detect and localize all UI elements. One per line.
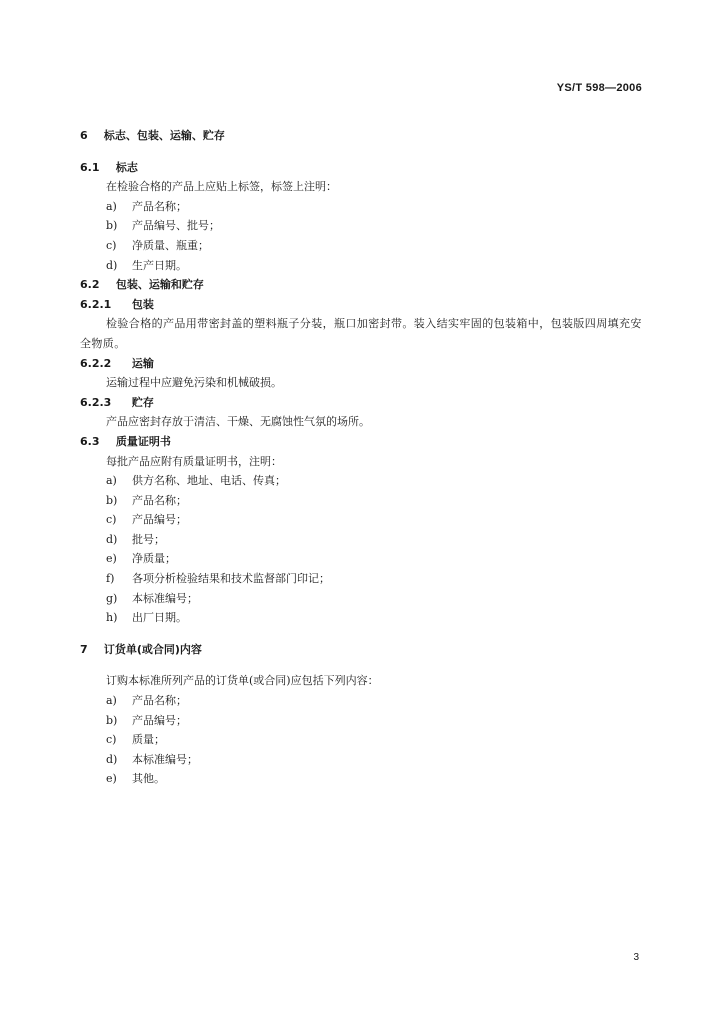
list-label: f) (106, 572, 115, 586)
list-text: 产品编号； (132, 513, 187, 527)
list-text: 供方名称、地址、电话、传真； (132, 474, 286, 488)
list-item (80, 691, 650, 711)
section-title: 包装、运输和贮存 (115, 278, 204, 292)
paragraph: 订购本标准所列产品的订货单(或合同)应包括下列内容： (106, 674, 379, 688)
list-text: 产品编号； (132, 713, 187, 727)
section-number: 6 (80, 129, 88, 142)
list-label: a) (106, 694, 117, 708)
section-title: 贮存 (131, 395, 154, 409)
list-text: 产品名称； (132, 493, 187, 507)
list-item (80, 730, 650, 750)
spacer (80, 628, 650, 640)
section-title: 质量证明书 (115, 434, 171, 448)
list-label: e) (106, 552, 117, 566)
list-item (80, 569, 650, 589)
list-text: 出厂日期。 (132, 611, 187, 625)
section-6-2-3-heading (80, 393, 650, 413)
list-label: c) (106, 513, 117, 527)
section-number: 7 (80, 642, 88, 656)
section-title: 订货单(或合同)内容 (103, 642, 202, 656)
list-label: g) (106, 591, 118, 605)
list-text: 本标准编号； (132, 591, 198, 605)
section-number: 6.2.1 (80, 297, 112, 311)
list-label: h) (106, 611, 118, 625)
list-item (80, 530, 650, 550)
list-label: d) (106, 532, 118, 546)
list-label: b) (106, 219, 118, 233)
list-text: 产品名称； (132, 694, 187, 708)
section-number: 6.1 (80, 160, 100, 174)
section-number: 6.2 (80, 278, 100, 292)
list-label: d) (106, 258, 118, 272)
list-text: 产品名称； (132, 199, 187, 213)
section-title: 标志、包装、运输、贮存 (103, 129, 225, 142)
list-item (80, 510, 650, 530)
list-label: e) (106, 772, 117, 786)
list-text: 其他。 (132, 772, 165, 786)
list-text: 产品编号、批号； (132, 219, 220, 233)
spacer (80, 146, 650, 158)
section-7-heading (80, 640, 650, 660)
section-6-2-1-heading (80, 295, 650, 315)
section-6-2-heading (80, 275, 650, 295)
list-item (80, 216, 650, 236)
section-6-3-heading (80, 432, 650, 452)
section-6-1-heading (80, 158, 650, 178)
list-label: d) (106, 752, 118, 766)
list-label: c) (106, 238, 117, 252)
section-number: 6.2.3 (80, 395, 112, 409)
list-item (80, 256, 650, 276)
paragraph: 运输过程中应避免污染和机械破损。 (106, 376, 282, 390)
list-text: 质量； (132, 733, 165, 747)
list-label: b) (106, 713, 118, 727)
list-item (80, 769, 650, 789)
section-title: 包装 (131, 297, 154, 311)
list-label: a) (106, 199, 117, 213)
section-number: 6.3 (80, 434, 100, 448)
standard-code: YS/T 598—2006 (556, 82, 642, 94)
paragraph: 检验合格的产品用带密封盖的塑料瓶子分装，瓶口加密封带。装入结实牢固的包装箱中，包装版四周填充安全物质。 (80, 317, 642, 350)
list-text: 本标准编号； (132, 752, 198, 766)
section-6-heading (80, 126, 650, 146)
list-text: 净质量； (132, 552, 176, 566)
list-label: b) (106, 493, 118, 507)
section-number: 6.2.2 (80, 356, 112, 370)
list-label: a) (106, 474, 117, 488)
paragraph: 在检验合格的产品上应贴上标签，标签上注明： (106, 180, 337, 194)
list-item (80, 197, 650, 217)
list-item (80, 608, 650, 628)
paragraph: 每批产品应附有质量证明书，注明： (106, 454, 282, 468)
list-text: 各项分析检验结果和技术监督部门印记； (132, 572, 330, 586)
list-item (80, 236, 650, 256)
list-text: 生产日期。 (132, 258, 187, 272)
document-body (80, 126, 650, 789)
paragraph: 产品应密封存放于清洁、干燥、无腐蚀性气氛的场所。 (106, 415, 370, 429)
section-title: 标志 (115, 160, 138, 174)
list-item (80, 711, 650, 731)
list-item (80, 589, 650, 609)
list-item (80, 471, 650, 491)
list-text: 批号； (132, 532, 165, 546)
page-number: 3 (633, 952, 639, 963)
section-6-2-2-heading (80, 354, 650, 374)
list-item (80, 750, 650, 770)
section-title: 运输 (131, 356, 154, 370)
list-item (80, 549, 650, 569)
list-text: 净质量、瓶重； (132, 238, 209, 252)
list-label: c) (106, 733, 117, 747)
list-item (80, 491, 650, 511)
spacer (80, 659, 650, 671)
